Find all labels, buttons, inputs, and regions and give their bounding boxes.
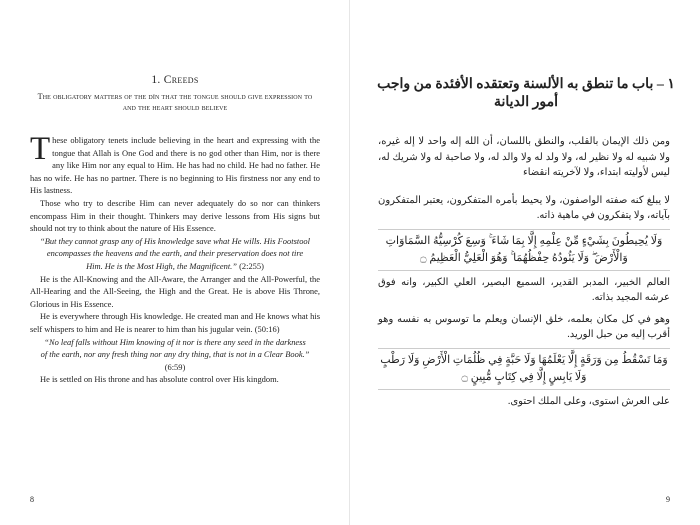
page-number: 9 — [666, 495, 670, 504]
english-body — [30, 131, 320, 386]
quran-verse: وَمَا تَسْقُطُ مِن وَرَقَةٍ إِلَّا يَعْلَمُهَا وَلَا حَبَّةٍ فِي ظُلُمَاتِ الْأَرْضِ وَلَا رَطْبٍ وَلَا يَابِسٍ إِلَّا فِي كِتَابٍ مُّبِينٍ ۝ — [378, 348, 670, 390]
arabic-body — [378, 134, 670, 409]
arabic-paragraph: لا يبلغ كنه صفته الواصفون، ولا يحيط بأمره المتفكرون، يعتبر المتفكرون بآياته، ولا يتفكرون في ماهية ذاته. — [378, 194, 670, 221]
arabic-chapter-title: ١ – باب ما تنطق به الألسنة وتعتقده الأفئدة من واجب أمور الديانة — [377, 77, 675, 110]
paragraph: These obligatory tenets include believing in the heart and expressing with the tongue that Allah is One God and there is no god other than Him, nor is there any like Him nor any equal to Him. He has had no child. He had no father. He has no wife. He has no partner. There is no beginning to His firstness nor any end to His lastness. — [30, 131, 320, 196]
paragraph: Those who try to describe Him can never adequately do so nor can thinkers encompass Him in their thought. Thinkers may derive lessons from His signs but should not try to think about the nature of His Essence. — [30, 197, 320, 234]
arabic-paragraph: وهو في كل مكان بعلمه، خلق الإنسان ويعلم ما توسوس به نفسه وهو أقرب إليه من حبل الوريد. — [378, 313, 670, 340]
arabic-paragraph: ومن ذلك الإيمان بالقلب، والنطق باللسان، أن الله إله واحد لا إله غيره، ولا شبيه له ولا نظير له، ولا ولد له ولا والد له، ولا صاحبة له ولا شريك له، ليس لأوليته ابتداء، ولا لآخريته انقضاء — [378, 136, 670, 178]
drop-cap: T — [30, 131, 51, 167]
paragraph: He is settled on His throne and has absolute control over His kingdom. — [40, 374, 279, 385]
paragraph: He is the All-Knowing and the All-Aware, the Arranger and the All-Powerful, the All-Hearing and the All-Seeing, the High and the Great. He is above His Throne, Glorious in His Essence. — [30, 273, 320, 309]
page-number: 8 — [30, 495, 34, 504]
chapter-title: Creeds — [163, 74, 199, 86]
chapter-subtitle: The obligatory matters of the dīn that the tongue should give expression to and the heart should believe — [37, 92, 313, 112]
verse-reference: (2:255) — [239, 260, 264, 271]
quran-quote: “But they cannot grasp any of His knowledge save what He wills. His Footstool encompasses the heavens and the earth, and their preservation does not tire Him. He is the Most High, the Magnificent.” (2:255) — [40, 235, 310, 271]
arabic-paragraph: على العرش استوى، وعلى الملك احتوى. — [507, 395, 670, 407]
quran-verse: وَلَا يُحِيطُونَ بِشَيْءٍ مِّنْ عِلْمِهِ إِلَّا بِمَا شَاءَ ۚ وَسِعَ كُرْسِيُّهُ السَّمَاوَاتِ وَالْأَرْضَ ۖ وَلَا يَئُودُهُ حِفْظُهُمَا ۚ وَهُوَ الْعَلِيُّ الْعَظِيمُ ۝ — [378, 229, 670, 271]
verse-reference: (6:59) — [164, 361, 186, 372]
chapter-number: 1. — [151, 74, 161, 86]
verse-reference: (50:16) — [254, 323, 280, 334]
right-page — [350, 0, 700, 525]
chapter-heading — [30, 74, 320, 86]
paragraph: He is everywhere through His knowledge. He created man and He knows what his self whispers to him and He is nearer to him than his jugular vein. (50:16) — [30, 311, 320, 334]
arabic-paragraph: العالم الخبير، المدبر القدير، السميع البصير، العلي الكبير، وانه فوق عرشه المجيد بذاته. — [378, 276, 670, 303]
quran-quote: “No leaf falls without Him knowing of it nor is there any seed in the darkness of the earth, nor any fresh thing nor any dry thing, that is not in a Clear Book.” (6:59) — [40, 336, 310, 372]
